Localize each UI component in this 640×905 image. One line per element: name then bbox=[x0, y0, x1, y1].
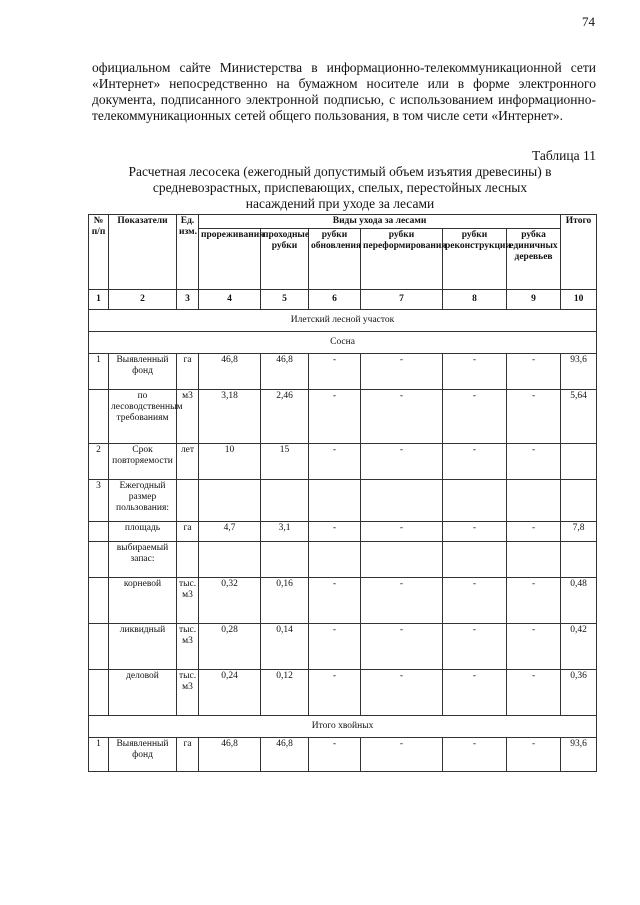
row-label: выбираемый запас: bbox=[109, 542, 177, 578]
row-value: - bbox=[507, 444, 561, 480]
row-value: 10 bbox=[199, 444, 261, 480]
row-value: 0,12 bbox=[261, 670, 309, 716]
row-value: 15 bbox=[261, 444, 309, 480]
row-total: 93,6 bbox=[561, 738, 597, 772]
row-number bbox=[89, 624, 109, 670]
row-value: - bbox=[361, 578, 443, 624]
row-label: деловой bbox=[109, 670, 177, 716]
row-value: 0,32 bbox=[199, 578, 261, 624]
column-number: 4 bbox=[199, 290, 261, 310]
row-value: - bbox=[507, 670, 561, 716]
row-value: 46,8 bbox=[261, 354, 309, 390]
header-type: проходные рубки bbox=[261, 229, 309, 290]
row-value bbox=[199, 480, 261, 522]
row-total: 7,8 bbox=[561, 522, 597, 542]
table-row bbox=[89, 480, 597, 522]
row-number bbox=[89, 578, 109, 624]
row-value: 4,7 bbox=[199, 522, 261, 542]
row-total: 93,6 bbox=[561, 354, 597, 390]
table-row bbox=[89, 578, 597, 624]
row-value bbox=[361, 542, 443, 578]
row-value: - bbox=[309, 738, 361, 772]
row-value: - bbox=[507, 354, 561, 390]
row-value: - bbox=[309, 670, 361, 716]
row-value: - bbox=[309, 578, 361, 624]
row-value: 3,18 bbox=[199, 390, 261, 444]
row-value: 46,8 bbox=[199, 738, 261, 772]
row-total: 0,42 bbox=[561, 624, 597, 670]
row-value: - bbox=[309, 522, 361, 542]
row-label: Ежегодный размер пользования: bbox=[109, 480, 177, 522]
header-num: № п/п bbox=[89, 215, 109, 290]
column-number: 3 bbox=[177, 290, 199, 310]
row-value: 2,46 bbox=[261, 390, 309, 444]
row-total bbox=[561, 480, 597, 522]
column-number-row bbox=[89, 290, 597, 310]
subsection-row bbox=[89, 332, 597, 354]
row-number: 3 bbox=[89, 480, 109, 522]
row-value: - bbox=[507, 578, 561, 624]
row-value: - bbox=[507, 390, 561, 444]
header-unit: Ед. изм. bbox=[177, 215, 199, 290]
row-value: - bbox=[309, 390, 361, 444]
row-total bbox=[561, 444, 597, 480]
table-row bbox=[89, 670, 597, 716]
row-label: площадь bbox=[109, 522, 177, 542]
row-value: - bbox=[309, 624, 361, 670]
subsection-title: Сосна bbox=[89, 332, 597, 354]
row-unit: га bbox=[177, 738, 199, 772]
summary-row bbox=[89, 716, 597, 738]
header-type: прореживания bbox=[199, 229, 261, 290]
row-number bbox=[89, 670, 109, 716]
column-number: 6 bbox=[309, 290, 361, 310]
row-label: корневой bbox=[109, 578, 177, 624]
row-value: - bbox=[309, 444, 361, 480]
section-row bbox=[89, 310, 597, 332]
table-row bbox=[89, 542, 597, 578]
row-value bbox=[261, 480, 309, 522]
row-total: 0,36 bbox=[561, 670, 597, 716]
column-number: 8 bbox=[443, 290, 507, 310]
row-value bbox=[443, 542, 507, 578]
row-unit bbox=[177, 542, 199, 578]
table-row bbox=[89, 354, 597, 390]
row-value bbox=[507, 542, 561, 578]
row-unit: тыс. м3 bbox=[177, 670, 199, 716]
row-unit: тыс. м3 bbox=[177, 624, 199, 670]
row-label: по лесоводственным требованиям bbox=[109, 390, 177, 444]
row-value bbox=[361, 480, 443, 522]
row-value bbox=[261, 542, 309, 578]
row-value bbox=[199, 542, 261, 578]
table-row bbox=[89, 522, 597, 542]
table-body bbox=[89, 290, 597, 772]
row-label: ликвидный bbox=[109, 624, 177, 670]
row-value: - bbox=[443, 670, 507, 716]
table-title: Расчетная лесосека (ежегодный допустимый объем изъятия древесины) в средневозрастных, приспевающих, спелых, перестойных лесных насаждений при уходе за лесами bbox=[128, 164, 552, 211]
row-value bbox=[443, 480, 507, 522]
row-value bbox=[507, 480, 561, 522]
row-value: - bbox=[443, 522, 507, 542]
row-value: - bbox=[361, 522, 443, 542]
body-paragraph: официальном сайте Министерства в информационно-телекоммуникационной сети «Интернет» непосредственно на бумажном носителе или в форме электронного документа, подписанного электронной подписью, с использованием информационно-телекоммуникационных сетей общего пользования, в том числе сети «Интернет». bbox=[92, 60, 596, 123]
row-value: 3,1 bbox=[261, 522, 309, 542]
column-number: 7 bbox=[361, 290, 443, 310]
table-row bbox=[89, 390, 597, 444]
row-value: - bbox=[443, 738, 507, 772]
row-unit: га bbox=[177, 522, 199, 542]
row-value bbox=[309, 480, 361, 522]
row-value bbox=[309, 542, 361, 578]
row-number: 1 bbox=[89, 738, 109, 772]
row-unit bbox=[177, 480, 199, 522]
row-value: - bbox=[507, 738, 561, 772]
row-unit: га bbox=[177, 354, 199, 390]
row-total bbox=[561, 542, 597, 578]
row-value: 0,24 bbox=[199, 670, 261, 716]
column-number: 5 bbox=[261, 290, 309, 310]
column-number: 2 bbox=[109, 290, 177, 310]
row-unit: лет bbox=[177, 444, 199, 480]
page-number: 74 bbox=[582, 14, 595, 29]
header-types-group: Виды ухода за лесами bbox=[199, 215, 561, 229]
row-value: - bbox=[443, 444, 507, 480]
table-row bbox=[89, 738, 597, 772]
table-caption: Таблица 11 bbox=[532, 148, 596, 163]
row-value: - bbox=[443, 354, 507, 390]
column-number: 1 bbox=[89, 290, 109, 310]
row-number bbox=[89, 522, 109, 542]
row-label: Срок повторяемости bbox=[109, 444, 177, 480]
row-value: - bbox=[361, 390, 443, 444]
row-value: - bbox=[507, 522, 561, 542]
section-title: Илетский лесной участок bbox=[89, 310, 597, 332]
row-number bbox=[89, 542, 109, 578]
row-value: - bbox=[361, 444, 443, 480]
row-label: Выявленный фонд bbox=[109, 354, 177, 390]
row-unit: м3 bbox=[177, 390, 199, 444]
row-value: - bbox=[443, 624, 507, 670]
table-row bbox=[89, 444, 597, 480]
row-value: - bbox=[443, 390, 507, 444]
row-number: 1 bbox=[89, 354, 109, 390]
row-value: - bbox=[361, 670, 443, 716]
header-indicators: Показатели bbox=[109, 215, 177, 290]
row-number: 2 bbox=[89, 444, 109, 480]
row-value: 46,8 bbox=[199, 354, 261, 390]
row-unit: тыс. м3 bbox=[177, 578, 199, 624]
row-value: - bbox=[443, 578, 507, 624]
header-row-1 bbox=[89, 215, 597, 229]
summary-title: Итого хвойных bbox=[89, 716, 597, 738]
header-type: рубки переформирования bbox=[361, 229, 443, 290]
row-value: - bbox=[507, 624, 561, 670]
header-type: рубки реконструкции bbox=[443, 229, 507, 290]
header-type: рубка единичных деревьев bbox=[507, 229, 561, 290]
row-value: 0,16 bbox=[261, 578, 309, 624]
row-value: 0,14 bbox=[261, 624, 309, 670]
row-total: 5,64 bbox=[561, 390, 597, 444]
row-label: Выявленный фонд bbox=[109, 738, 177, 772]
row-total: 0,48 bbox=[561, 578, 597, 624]
row-value: - bbox=[361, 624, 443, 670]
column-number: 10 bbox=[561, 290, 597, 310]
row-value: 0,28 bbox=[199, 624, 261, 670]
forest-table bbox=[88, 214, 597, 772]
table-row bbox=[89, 624, 597, 670]
row-value: - bbox=[309, 354, 361, 390]
header-total: Итого bbox=[561, 215, 597, 290]
row-value: 46,8 bbox=[261, 738, 309, 772]
row-number bbox=[89, 390, 109, 444]
header-type: рубки обновления bbox=[309, 229, 361, 290]
row-value: - bbox=[361, 354, 443, 390]
row-value: - bbox=[361, 738, 443, 772]
column-number: 9 bbox=[507, 290, 561, 310]
